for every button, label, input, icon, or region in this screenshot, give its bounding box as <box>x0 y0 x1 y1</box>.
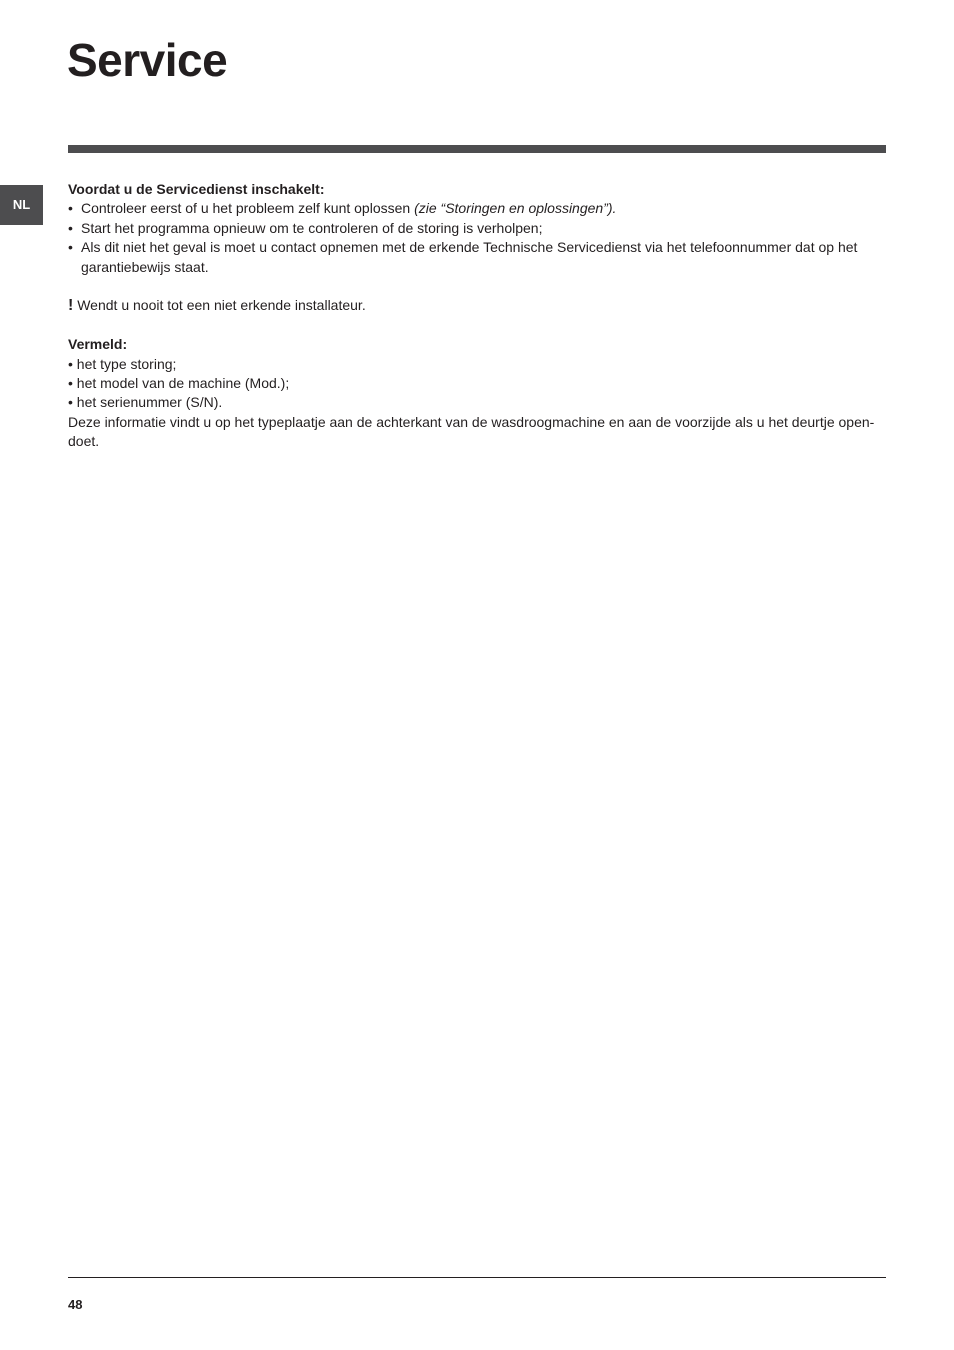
language-tab: NL <box>0 185 43 225</box>
bullet-icon: • <box>68 394 73 411</box>
list-item-text: Als dit niet het geval is moet u contact opnemen met de erkende Technische Servicedienst via het telefoonnummer dat op het garantiebewijs staat. <box>81 239 858 275</box>
list-item-text: Start het programma opnieuw om te controleren of de storing is verholpen; <box>81 219 543 236</box>
bullet-icon: • <box>68 239 73 256</box>
list-item-text: het model van de machine (Mod.); <box>76 375 290 392</box>
section-heading-before-service: Voordat u de Servicedienst inschakelt: <box>68 181 325 197</box>
exclamation-icon: ! <box>68 297 74 315</box>
list-item <box>68 374 886 393</box>
page-number: 48 <box>68 1297 83 1312</box>
spacer <box>68 277 886 296</box>
warning-note <box>68 296 886 315</box>
page-title: Service <box>67 34 228 86</box>
content-body <box>68 180 886 452</box>
list-item <box>68 238 886 277</box>
bullet-icon: • <box>68 219 73 236</box>
list-item-text: het serienummer (S/N). <box>76 394 223 411</box>
section-heading-mention: Vermeld: <box>68 336 128 353</box>
bullet-icon: • <box>68 375 73 392</box>
list-item <box>68 199 886 218</box>
list-item-reference: (zie “Storingen en oplossingen”). <box>414 200 617 217</box>
list-item-text: Controleer eerst of u het probleem zelf kunt oplossen <box>81 200 415 217</box>
warning-text: Wendt u nooit tot een niet erkende installateur. <box>73 297 366 314</box>
title-divider <box>68 145 886 153</box>
list-item <box>68 393 886 412</box>
bullet-icon: • <box>68 200 73 217</box>
list-item-text: het type storing; <box>76 355 177 372</box>
list-item <box>68 219 886 238</box>
list-item <box>68 355 886 374</box>
info-paragraph: Deze informatie vindt u op het typeplaatje aan de achterkant van de wasdroogmachine en aan de voorzijde als u het deurtje open-doet. <box>68 413 875 450</box>
bullet-icon: • <box>68 355 73 372</box>
footer-divider <box>68 1277 886 1278</box>
spacer <box>68 316 886 335</box>
